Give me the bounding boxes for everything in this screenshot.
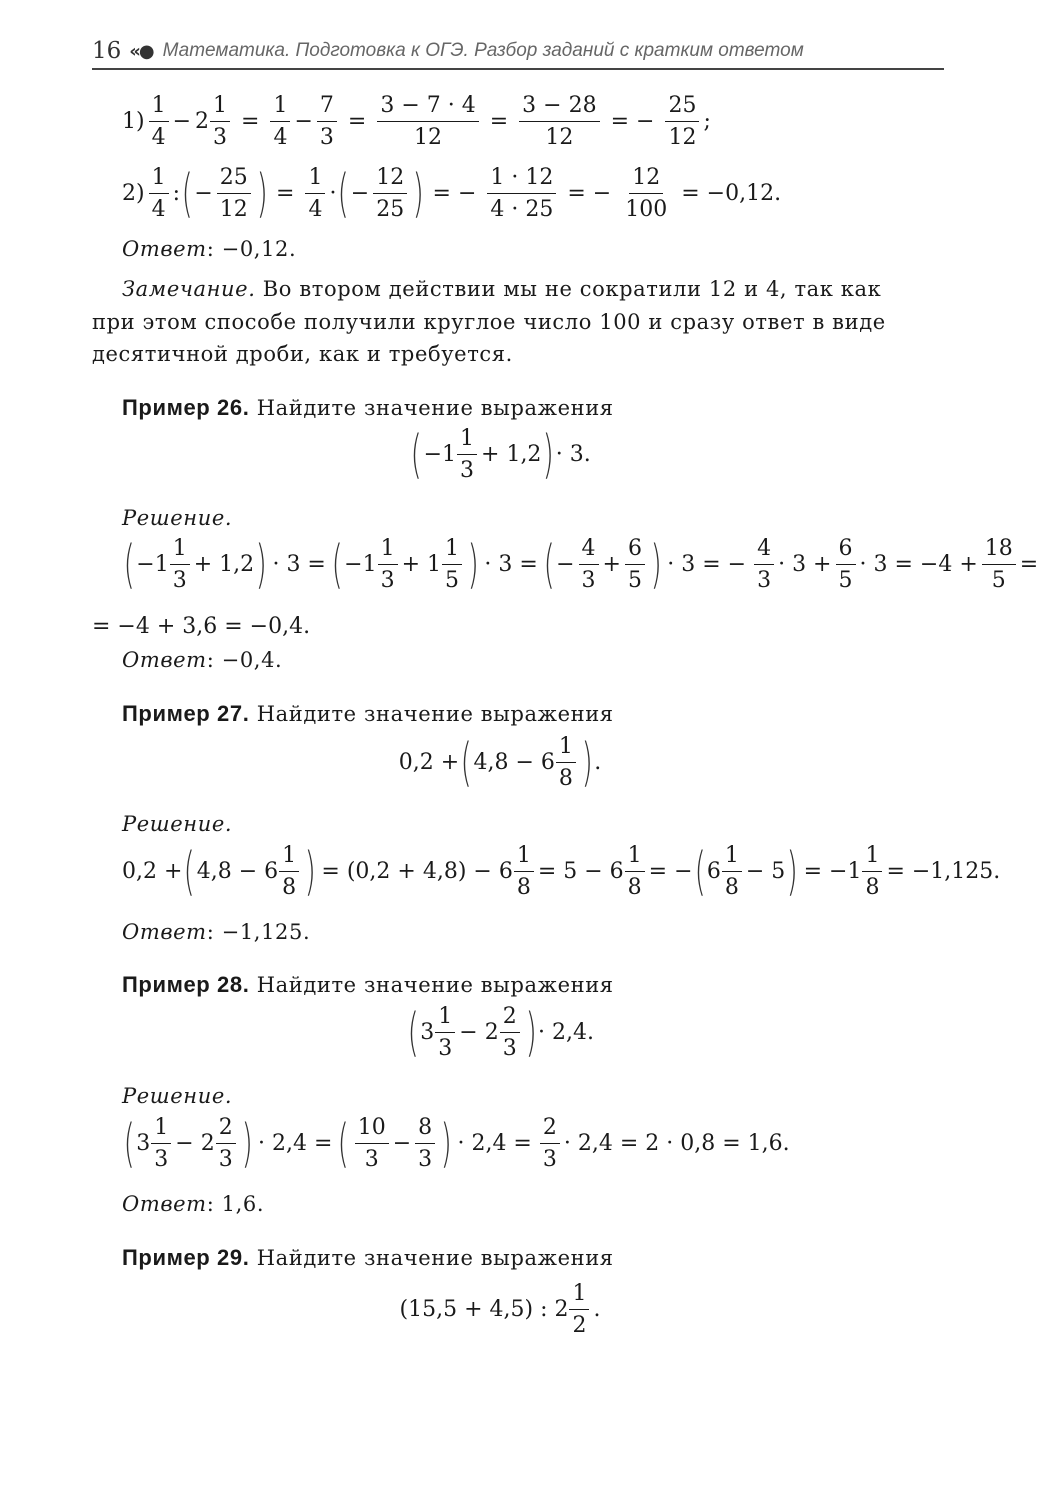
fraction	[569, 1280, 589, 1339]
remark-line: при этом способе получили круглое число 100 и сразу ответ в виде	[92, 310, 886, 334]
numerator: 1	[210, 92, 230, 122]
right-paren: )	[412, 163, 424, 224]
fraction	[722, 842, 742, 901]
left-paren: (	[543, 534, 555, 595]
operator: =	[347, 109, 367, 134]
punctuation: .	[593, 1297, 601, 1322]
fraction	[754, 535, 774, 594]
expression-part: (15,5 + 4,5) : 2	[399, 1297, 569, 1322]
example-heading	[122, 1245, 614, 1271]
answer-value: : −0,12.	[206, 237, 297, 261]
remark-text: Во втором действии мы не сократили 12 и 4, так как	[255, 277, 882, 301]
numerator: 1	[514, 842, 534, 872]
answer-value: : 1,6.	[206, 1192, 265, 1216]
fraction	[514, 842, 534, 901]
book-title: Математика. Подготовка к ОГЭ. Разбор заданий с кратким ответом	[162, 40, 804, 61]
example-expression	[0, 733, 1000, 792]
fraction	[149, 92, 169, 151]
numerator: 1	[170, 535, 190, 565]
numerator: 18	[982, 535, 1016, 565]
numerator: 1	[279, 842, 299, 872]
punctuation: ;	[703, 109, 711, 134]
fraction	[500, 1003, 520, 1062]
right-paren: )	[525, 1002, 537, 1063]
expression-part: = −	[648, 859, 693, 884]
denominator: 2	[572, 1312, 587, 1338]
denominator: 4	[273, 124, 288, 150]
expression-part: − 2	[175, 1131, 215, 1156]
fraction	[625, 535, 645, 594]
left-paren: (	[123, 534, 135, 595]
left-paren: (	[183, 841, 196, 902]
numerator: 1	[305, 164, 325, 194]
right-paren: )	[543, 424, 555, 485]
header-ornament-icon: «●	[129, 40, 153, 62]
example-prompt: Найдите значение выражения	[249, 973, 614, 997]
example-heading	[122, 701, 614, 727]
operator: −	[194, 181, 213, 206]
fraction	[836, 535, 856, 594]
whole-part: −1	[136, 552, 169, 577]
denominator: 4	[151, 196, 166, 222]
denominator: 3	[418, 1146, 433, 1172]
expression-part: − 5	[745, 859, 786, 884]
fraction	[579, 535, 599, 594]
left-paren: (	[331, 534, 343, 595]
numerator: 1 · 12	[487, 164, 556, 194]
numerator: 1	[862, 842, 882, 872]
fraction	[151, 1114, 171, 1173]
answer-line	[122, 920, 310, 944]
numerator: 2	[216, 1114, 236, 1144]
remark-label: Замечание.	[122, 277, 256, 301]
example-prompt: Найдите значение выражения	[249, 1246, 614, 1270]
denominator: 3	[542, 1146, 557, 1172]
denominator: 3	[438, 1035, 453, 1061]
left-paren: (	[460, 732, 472, 793]
left-paren: (	[123, 1113, 135, 1174]
solution-label: Решение.	[122, 506, 233, 530]
operator: −	[172, 109, 192, 134]
operator: = −	[432, 181, 477, 206]
numerator: 1	[442, 535, 462, 565]
denominator: 12	[545, 124, 574, 150]
denominator: 5	[445, 567, 460, 593]
denominator: 3	[154, 1146, 169, 1172]
example-prompt: Найдите значение выражения	[249, 702, 614, 726]
expression-part: + 1	[401, 552, 442, 577]
fraction	[625, 842, 645, 901]
answer-label: Ответ	[122, 648, 207, 672]
punctuation: .	[594, 750, 602, 775]
expression-part: = (0,2 + 4,8) − 6	[321, 859, 513, 884]
denominator: 3	[218, 1146, 233, 1172]
numerator: 1	[149, 164, 169, 194]
numerator: 1	[722, 842, 742, 872]
expression-part: 0,2 +	[398, 750, 460, 775]
expression-part: + 1,2	[481, 442, 542, 467]
operator: =	[276, 181, 295, 206]
numerator: 2	[500, 1003, 520, 1033]
expression-part: · 2,4.	[538, 1020, 594, 1045]
denominator: 100	[625, 196, 668, 222]
example-title: Пример 27.	[122, 701, 250, 726]
right-paren: )	[581, 732, 593, 793]
left-paren: (	[338, 1113, 350, 1174]
expression-part: · 3 +	[778, 552, 832, 577]
whole-part: 3	[420, 1020, 435, 1045]
fraction	[442, 535, 462, 594]
fraction	[305, 164, 325, 223]
expression-part: = −1	[803, 859, 862, 884]
denominator: 3	[502, 1035, 517, 1061]
numerator: 10	[355, 1114, 389, 1144]
operator: = −	[610, 109, 655, 134]
example-expression	[0, 425, 1000, 484]
expression-part: − 2	[459, 1020, 499, 1045]
remark-line	[122, 277, 881, 301]
numerator: 3 − 28	[519, 92, 599, 122]
denominator: 25	[376, 196, 405, 222]
denominator: 4 · 25	[490, 196, 554, 222]
whole-part: 2	[195, 109, 210, 134]
fraction	[862, 842, 882, 901]
operator: :	[172, 181, 181, 206]
denominator: 3	[380, 567, 395, 593]
expression-part: · 3 =	[272, 552, 326, 577]
numerator: 1	[151, 1114, 171, 1144]
example-prompt: Найдите значение выражения	[249, 396, 614, 420]
numerator: 25	[665, 92, 699, 122]
fraction	[270, 92, 290, 151]
fraction	[487, 164, 556, 223]
whole-part: −1	[344, 552, 377, 577]
numerator: 1	[270, 92, 290, 122]
numerator: 1	[435, 1003, 455, 1033]
denominator: 4	[308, 196, 323, 222]
expression-part: · 2,4 =	[457, 1131, 532, 1156]
denominator: 4	[151, 124, 166, 150]
expression-part: · 3.	[555, 442, 591, 467]
fraction	[622, 164, 670, 223]
numerator: 25	[217, 164, 251, 194]
numerator: 1	[378, 535, 398, 565]
denominator: 3	[460, 457, 475, 483]
step-1-equation	[122, 92, 711, 151]
denominator: 8	[627, 874, 642, 900]
solution-equation	[122, 1114, 790, 1173]
answer-value: : −0,4.	[206, 648, 283, 672]
example-title: Пример 29.	[122, 1245, 250, 1270]
expression-part: · 3 = −4 +	[859, 552, 978, 577]
numerator: 2	[540, 1114, 560, 1144]
denominator: 5	[991, 567, 1006, 593]
denominator: 3	[172, 567, 187, 593]
example-heading	[122, 972, 614, 998]
example-expression	[0, 1003, 1000, 1062]
example-expression	[0, 1280, 1000, 1339]
expression-part: 0,2 +	[122, 859, 183, 884]
fraction	[210, 92, 230, 151]
result: = −1,125.	[886, 859, 1001, 884]
expression-part: 4,8 − 6	[196, 859, 279, 884]
fraction	[556, 733, 576, 792]
example-title: Пример 26.	[122, 395, 250, 420]
expression-part: · 2,4 =	[258, 1131, 333, 1156]
operator: =	[489, 109, 509, 134]
numerator: 1	[149, 92, 169, 122]
running-header	[92, 36, 944, 66]
solution-label: Решение.	[122, 1084, 233, 1108]
denominator: 5	[627, 567, 642, 593]
denominator: 8	[282, 874, 297, 900]
right-paren: )	[440, 1113, 452, 1174]
whole-part: 3	[136, 1131, 151, 1156]
fraction	[519, 92, 599, 151]
numerator: 1	[556, 733, 576, 763]
fraction	[457, 425, 477, 484]
left-paren: (	[407, 1002, 419, 1063]
fraction	[149, 164, 169, 223]
denominator: 8	[724, 874, 739, 900]
remark-line: десятичной дроби, как и требуется.	[92, 342, 513, 366]
operator: =	[241, 109, 260, 134]
denominator: 12	[668, 124, 697, 150]
result: = −0,12.	[681, 181, 782, 206]
denominator: 8	[516, 874, 531, 900]
fraction	[665, 92, 699, 151]
fraction	[279, 842, 299, 901]
numerator: 8	[415, 1114, 435, 1144]
right-paren: )	[650, 534, 662, 595]
expression-part: = 5 − 6	[537, 859, 624, 884]
whole-part: 6	[706, 859, 721, 884]
fraction	[317, 92, 337, 151]
example-heading	[122, 395, 614, 421]
denominator: 3	[364, 1146, 379, 1172]
numerator: 12	[373, 164, 407, 194]
denominator: 8	[558, 765, 573, 791]
page-number: 16	[92, 38, 122, 64]
expression-part: 4,8 − 6	[473, 750, 555, 775]
answer-line	[122, 237, 296, 261]
fraction	[355, 1114, 389, 1173]
denominator: 3	[757, 567, 772, 593]
fraction	[378, 535, 398, 594]
answer-value: : −1,125.	[206, 920, 311, 944]
fraction	[217, 164, 251, 223]
operator: −	[294, 109, 313, 134]
example-title: Пример 28.	[122, 972, 250, 997]
right-paren: )	[467, 534, 479, 595]
numerator: 1	[457, 425, 477, 455]
expression-part: + 1,2	[193, 552, 255, 577]
operator: −	[392, 1131, 412, 1156]
answer-line	[122, 1192, 264, 1216]
numerator: 4	[579, 535, 599, 565]
right-paren: )	[256, 163, 268, 224]
fraction	[216, 1114, 236, 1173]
fraction	[170, 535, 190, 594]
solution-continuation: = −4 + 3,6 = −0,4.	[92, 614, 311, 639]
fraction	[377, 92, 478, 151]
whole-part: −1	[423, 442, 457, 467]
right-paren: )	[255, 534, 267, 595]
denominator: 3	[581, 567, 596, 593]
step-label: 2)	[122, 181, 145, 206]
numerator: 1	[569, 1280, 589, 1310]
fraction	[415, 1114, 435, 1173]
numerator: 7	[317, 92, 337, 122]
left-paren: (	[181, 163, 193, 224]
numerator: 6	[836, 535, 856, 565]
operator: = −	[567, 181, 612, 206]
answer-line	[122, 648, 282, 672]
operator: =	[1019, 552, 1038, 577]
denominator: 12	[219, 196, 248, 222]
denominator: 5	[838, 567, 853, 593]
denominator: 3	[213, 124, 228, 150]
operator: −	[556, 552, 575, 577]
fraction	[540, 1114, 560, 1173]
left-paren: (	[694, 841, 706, 902]
right-paren: )	[304, 841, 316, 902]
numerator: 1	[625, 842, 645, 872]
header-rule	[92, 68, 944, 70]
numerator: 12	[629, 164, 663, 194]
step-label: 1)	[122, 109, 145, 134]
step-2-equation	[122, 164, 788, 223]
right-paren: )	[786, 841, 799, 902]
answer-label: Ответ	[122, 920, 207, 944]
solution-label: Решение.	[122, 812, 233, 836]
answer-label: Ответ	[122, 1192, 207, 1216]
fraction	[373, 164, 407, 223]
result: · 2,4 = 2 · 0,8 = 1,6.	[563, 1131, 790, 1156]
expression-part: · 3 =	[484, 552, 538, 577]
solution-equation	[122, 535, 1038, 594]
answer-label: Ответ	[122, 237, 207, 261]
fraction	[435, 1003, 455, 1062]
denominator: 8	[865, 874, 880, 900]
numerator: 6	[625, 535, 645, 565]
denominator: 12	[414, 124, 443, 150]
numerator: 4	[754, 535, 774, 565]
operator: +	[602, 552, 621, 577]
expression-part: · 3 = −	[667, 552, 747, 577]
numerator: 3 − 7 · 4	[377, 92, 478, 122]
operator: ·	[329, 181, 337, 206]
right-paren: )	[241, 1113, 253, 1174]
solution-equation	[122, 842, 1000, 901]
denominator: 3	[319, 124, 334, 150]
left-paren: (	[410, 424, 423, 485]
operator: −	[350, 181, 370, 206]
fraction	[982, 535, 1016, 594]
left-paren: (	[338, 163, 350, 224]
